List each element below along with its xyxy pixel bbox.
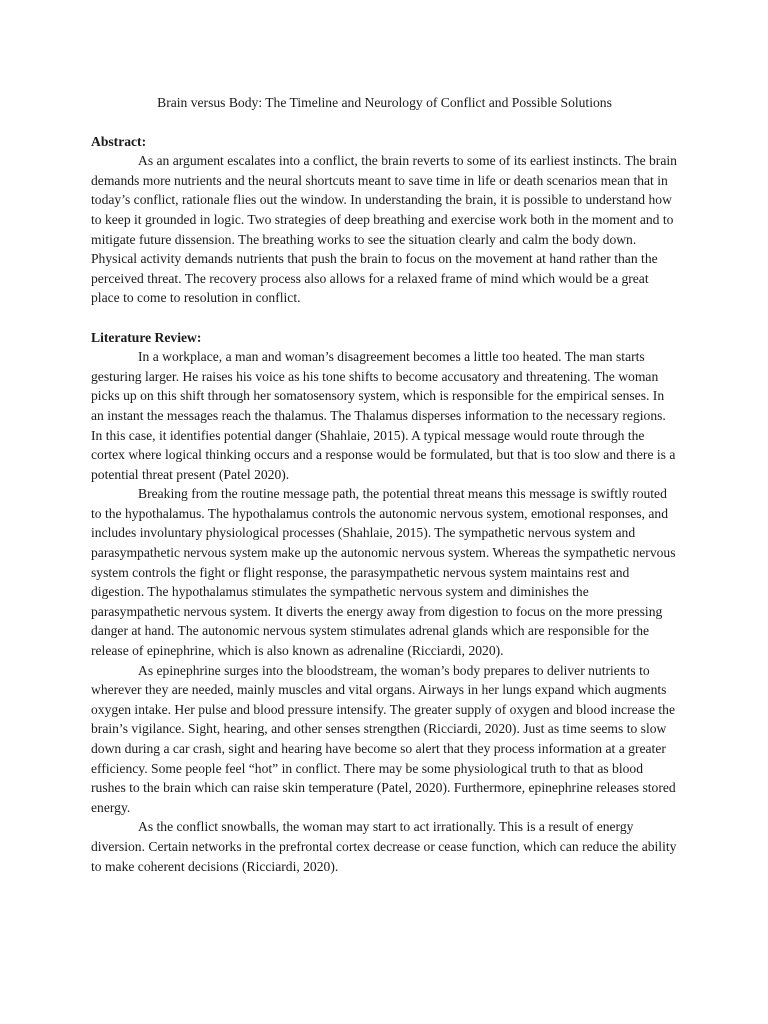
literature-review-paragraph-1: In a workplace, a man and woman’s disagreement becomes a little too heated. The man starts gesturing larger. He raises his voice as his tone shifts to become accusatory and threatening. The woman picks up on this shift through her somatosensory system, which is responsible for the empirical senses. In an instant the messages reach the thalamus. The Thalamus disperses information to the necessary regions. In this case, it identifies potential danger (Shahlaie, 2015). A typical message would route through the cortex where logical thinking occurs and a response would be formulated, but that is too slow and there is a potential threat present (Patel 2020). (91, 349, 676, 482)
abstract-paragraph: As an argument escalates into a conflict, the brain reverts to some of its earliest instincts. The brain demands more nutrients and the neural shortcuts meant to save time in life or death scenarios mean that in today’s conflict, rationale flies out the window. In understanding the brain, it is possible to understand how to keep it grounded in logic. Two strategies of deep breathing and exercise work both in the moment and to mitigate future dissension. The breathing works to see the situation clearly and calm the body down. Physical activity demands nutrients that push the brain to focus on the movement at hand rather than the perceived threat. The recovery process also allows for a relaxed frame of mind which would be a great place to come to resolution in conflict. (91, 153, 677, 306)
abstract-heading: Abstract: (91, 133, 147, 149)
literature-review-paragraph-2: Breaking from the routine message path, the potential threat means this message is swiftly routed to the hypothalamus. The hypothalamus controls the autonomic nervous system, emotional responses, and includes involuntary physiological processes (Shahlaie, 2015). The sympathetic nervous system and parasympathetic nervous system make up the autonomic nervous system. Whereas the sympathetic nervous system controls the fight or flight response, the parasympathetic nervous system maintains rest and digestion. The hypothalamus stimulates the sympathetic nervous system and diminishes the parasympathetic nervous system. It diverts the energy away from digestion to focus on the more pressing danger at hand. The autonomic nervous system stimulates adrenal glands which are responsible for the release of epinephrine, which is also known as adrenaline (Ricciardi, 2020). (91, 486, 676, 659)
literature-review-heading: Literature Review: (91, 329, 202, 345)
literature-review-paragraph-4: As the conflict snowballs, the woman may start to act irrationally. This is a result of energy diversion. Certain networks in the prefrontal cortex decrease or cease function, which can reduce the ability to make coherent decisions (Ricciardi, 2020). (91, 819, 677, 874)
abstract-section (91, 132, 678, 308)
literature-review-paragraph-3: As epinephrine surges into the bloodstream, the woman’s body prepares to deliver nutrients to wherever they are needed, mainly muscles and vital organs. Airways in her lungs expand which augments oxygen intake. Her pulse and blood pressure intensify. The greater supply of oxygen and blood increase the brain’s vigilance. Sight, hearing, and other senses strengthen (Ricciardi, 2020). Just as time seems to slow down during a car crash, sight and hearing have become so alert that they process information at a greater efficiency. Some people feel “hot” in conflict. There may be some physiological truth to that as blood rushes to the brain which can raise skin temperature (Patel, 2020). Furthermore, epinephrine releases stored energy. (91, 662, 676, 815)
document-title: Brain versus Body: The Timeline and Neurology of Conflict and Possible Solutions (157, 95, 612, 110)
literature-review-section (91, 328, 678, 877)
